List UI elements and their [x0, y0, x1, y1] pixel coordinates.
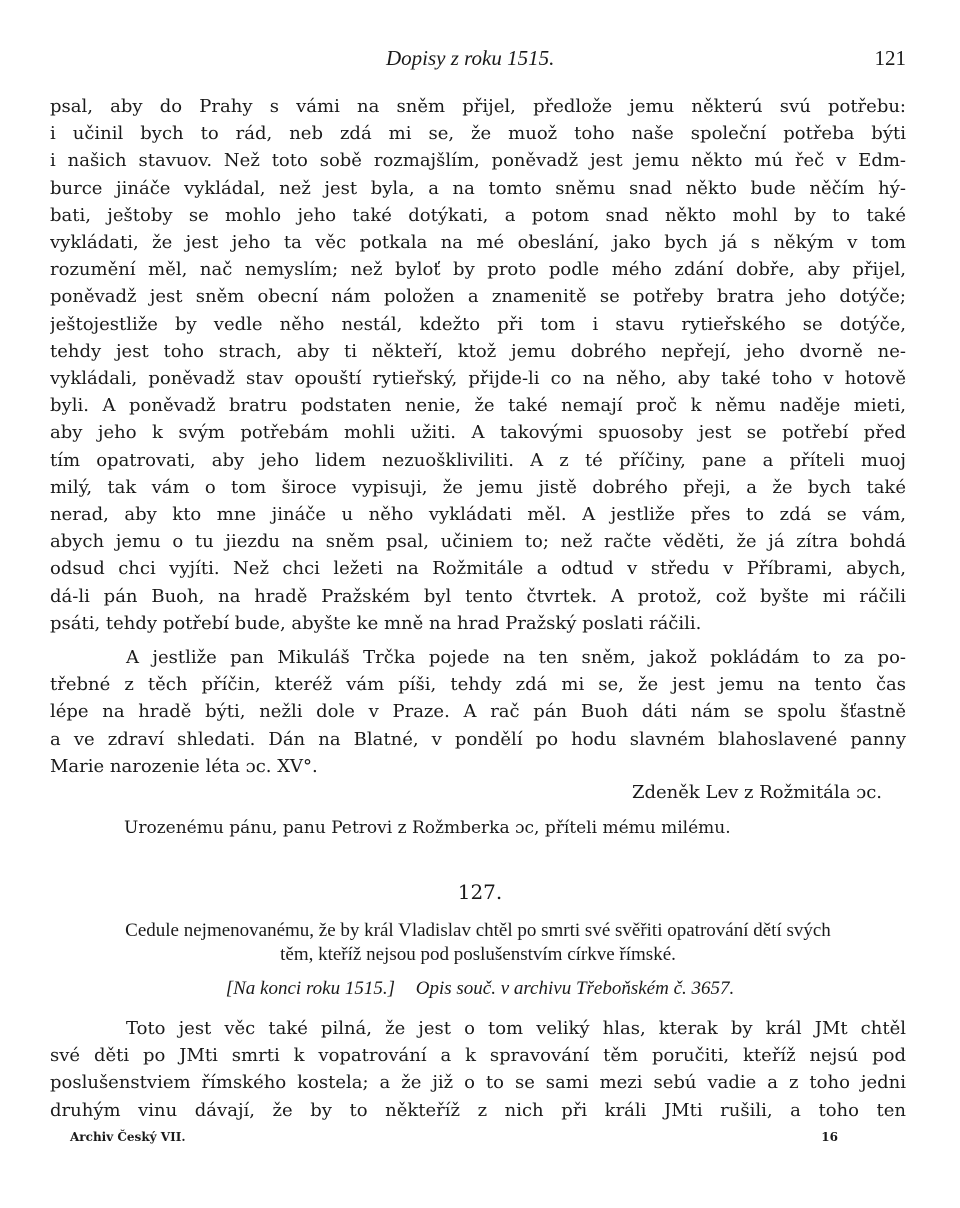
archive-reference: Opis souč. v archivu Třeboňském č. 3657. [415, 978, 735, 999]
text-line: vykládali, poněvadž stav opouští rytieřský, přijde-li co na něho, aby také toho v hotově [50, 368, 906, 390]
source-note [0, 978, 960, 1000]
text-line: lépe na hradě býti, nežli dole v Praze. A rač pán Buoh dáti nám se spolu šťastně [50, 701, 906, 723]
text-line: odsud chci vyjíti. Než chci ležeti na Rožmitále a odtud v středu v Příbrami, abych, [50, 558, 906, 580]
summary-line: těm, kteříž nejsou pod poslušenstvím církve římské. [280, 944, 676, 965]
page-footer [70, 1130, 838, 1148]
text-line: Marie narozenie léta ɔc. XV°. [50, 755, 318, 777]
text-line: třebné z těch příčin, kteréž vám píši, tehdy zdá mi se, že jest jemu na tento čas [50, 674, 906, 696]
text-line: vykládati, že jest jeho ta věc potkala na mé obeslání, jako bych já s někým v tom [50, 232, 906, 254]
sheet-signature: 16 [821, 1130, 838, 1144]
date-note: [Na konci roku 1515.] [225, 978, 395, 999]
document-number: 127. [457, 880, 503, 904]
document-body-paragraph [50, 1015, 906, 1124]
text-line: aby jeho k svým potřebám mohli užiti. A takovými spuosoby jest se potřebí před [50, 422, 906, 444]
text-line: poněvadž jest sněm obecní nám položen a znamenitě se potřeby bratra jeho dotýče; [50, 286, 906, 308]
document-summary [50, 919, 906, 967]
letter-address: Urozenému pánu, panu Petrovi z Rožmberka ɔc, příteli mému milému. [124, 818, 731, 838]
text-line: milý, tak vám o tom široce vypisuji, že jemu jistě dobrého přeji, a že bych také [50, 476, 906, 498]
page-number: 121 [874, 46, 906, 70]
text-line: A jestliže pan Mikuláš Trčka pojede na ten sněm, jakož pokládám to za po- [126, 647, 906, 668]
text-line: burce jináče vykládal, než jest byla, a na tomto sněmu snad někto bude něčím hý- [50, 177, 906, 199]
text-line: dá-li pán Buoh, na hradě Pražském byl tento čtvrtek. A protož, což byšte mi ráčili [50, 585, 906, 607]
text-line: i učinil bych to rád, neb zdá mi se, že muož toho naše společní potřeba býti [50, 123, 906, 145]
summary-line: Cedule nejmenovanému, že by král Vladislav chtěl po smrti své svěřiti opatrování dětí svých [125, 920, 831, 941]
running-head [0, 46, 960, 72]
text-line: rozumění měl, nač nemyslím; než byloť by proto podle mého zdání dobře, aby přijel, [50, 259, 906, 281]
text-line: byli. A poněvadž bratru podstaten nenie, že také nemají proč k němu naděje mieti, [50, 395, 906, 417]
text-line: nerad, aby kto mne jináče u něho vykládati měl. A jestliže přes to zdá se vám, [50, 504, 906, 526]
letter-signature: Zdeněk Lev z Rožmitála ɔc. [631, 782, 882, 803]
text-line: i našich stavuov. Než toto sobě rozmajšlím, poněvadž jest jemu někto mú řeč v Edm- [50, 150, 906, 172]
text-line: tím opatrovati, aby jeho lidem nezuoškliviliti. A z té příčiny, pane a příteli muoj [50, 449, 906, 471]
text-line: bati, ještoby se mohlo jeho také dotýkati, a potom snad někto mohl by to také [50, 204, 906, 226]
text-line: druhým vinu dávají, že by to někteříž z nich při králi JMti rušili, a toho ten [50, 1099, 906, 1121]
text-line: a ve zdraví shledati. Dán na Blatné, v pondělí po hodu slavném blahoslavené panny [50, 728, 906, 750]
text-line: své děti po JMti smrti k vopatrování a k spravování těm poručiti, kteříž nejsú pod [50, 1045, 906, 1067]
text-line: tehdy jest toho strach, aby ti někteří, ktož jemu dobrého nepřejí, jeho dvorně ne- [50, 340, 906, 362]
letter-closing-paragraph [50, 644, 906, 780]
running-title: Dopisy z roku 1515. [386, 46, 555, 70]
text-line: ještojestliže by vedle něho nestál, kdežto při tom i stavu rytieřského se dotýče, [50, 313, 906, 335]
volume-signature: Archiv Český VII. [70, 1130, 186, 1144]
text-line: poslušenstviem římského kostela; a že již o to se sami mezi sebú vadie a z toho jedni [50, 1072, 906, 1094]
text-line: abych jemu o tu jiezdu na sněm psal, učiniem to; než račte věděti, že já zítra bohdá [50, 531, 906, 553]
text-line: psal, aby do Prahy s vámi na sněm přijel, předlože jemu některú svú potřebu: [50, 96, 906, 117]
letter-body-paragraph [50, 93, 906, 637]
text-line: psáti, tehdy potřebí bude, abyšte ke mně na hrad Pražský poslati ráčili. [50, 612, 702, 634]
text-line: Toto jest věc také pilná, že jest o tom veliký hlas, kterak by král JMt chtěl [126, 1018, 906, 1039]
